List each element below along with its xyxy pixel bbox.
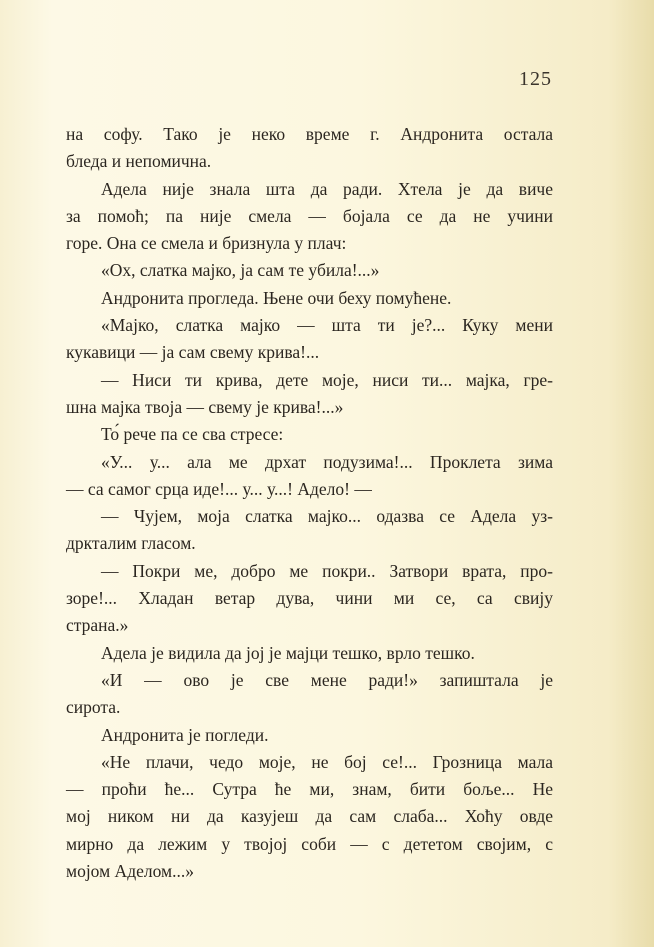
text-line: Адела није знала шта да ради. Хтела је да виче <box>101 178 553 199</box>
text-line: «У... у... ала ме дрхат подузима!... Проклета зима <box>101 451 553 472</box>
text-line: страна.» <box>66 615 129 636</box>
text-line: «Ох, слатка мајко, ја сам те убила!...» <box>101 260 380 281</box>
text-line: мирно да лежим у твојој соби — с дететом својим, с <box>66 833 553 854</box>
text-line: То́ рече па се сва стресе: <box>101 424 284 445</box>
text-line: — Чујем, моја слатка мајко... одазва се Адела уз- <box>101 506 553 527</box>
text-line: за помоћ; па није смела — бојала се да не учини <box>66 205 553 226</box>
text-line: шна мајка твоја — свему је крива!...» <box>66 396 344 417</box>
text-line: Андронита је погледи. <box>101 724 269 745</box>
text-line: — проћи ће... Сутра ће ми, знам, бити боље... Не <box>66 779 553 800</box>
page-number: 125 <box>519 68 552 90</box>
text-line: — Ниси ти крива, дете моје, ниси ти... мајка, гре- <box>101 369 553 390</box>
text-line: мојом Аделом...» <box>66 861 194 882</box>
page-text <box>66 121 553 885</box>
text-line: мој ником ни да казујеш да сам слаба... Хоћу овде <box>66 806 553 827</box>
text-line: бледа и непомична. <box>66 151 212 172</box>
text-line: «Не плачи, чедо моје, не бој се!... Грозница мала <box>101 751 553 772</box>
text-line: на софу. Тако је неко време г. Андронита остала <box>66 124 553 144</box>
text-line: — са самог срца иде!... у... у...! Аделo! — <box>66 478 372 499</box>
text-line: Адела је видила да јој је мајци тешко, врло тешко. <box>101 642 475 663</box>
text-line: сирота. <box>66 697 121 718</box>
text-line: — Покри ме, добро ме покри.. Затвори врата, про- <box>101 560 553 581</box>
text-line: дркталим гласом. <box>66 533 196 554</box>
text-line: Андронита прогледа. Њене очи беху помућене. <box>101 287 452 308</box>
text-line: «Мајко, слатка мајко — шта ти је?... Куку мени <box>101 315 553 336</box>
text-line: кукавици — ја сам свему крива!... <box>66 342 320 363</box>
text-line: зоре!... Хладан ветар дува, чини ми се, са свију <box>66 588 553 609</box>
text-line: «И — ово је све мене ради!» запиштала је <box>101 669 553 690</box>
text-line: горе. Она се смела и бризнула у плач: <box>66 233 347 254</box>
